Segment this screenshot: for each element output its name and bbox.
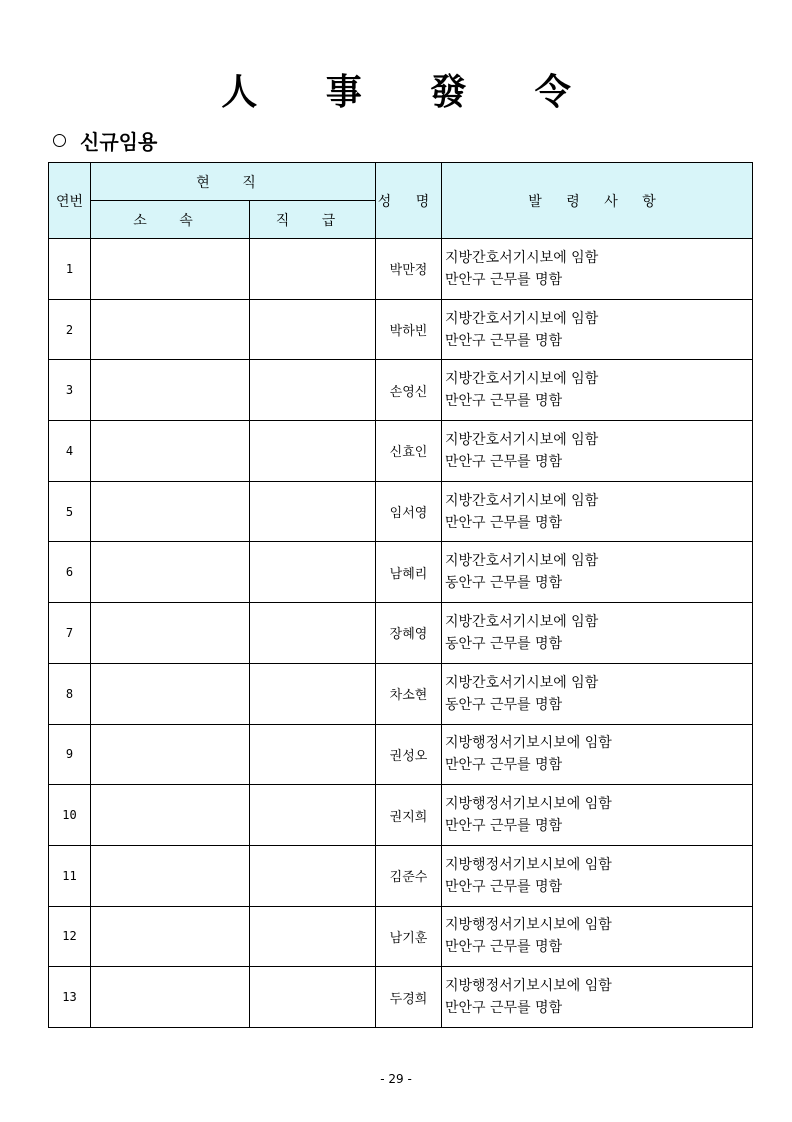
table-row [49, 906, 753, 967]
row-number: 1 [49, 239, 91, 300]
row-number: 2 [49, 299, 91, 360]
order-line-appointment: 지방행정서기보시보에 임함 [445, 856, 612, 873]
row-rank [250, 239, 376, 300]
row-affiliation [91, 724, 250, 785]
table-row [49, 239, 753, 300]
order-line-appointment: 지방간호서기시보에 임함 [445, 431, 599, 448]
table-row [49, 299, 753, 360]
order-line-assignment: 만안구 근무를 명함 [445, 393, 563, 410]
order-line-appointment: 지방행정서기보시보에 임함 [445, 917, 612, 934]
order-line-appointment: 지방간호서기시보에 임함 [445, 553, 599, 570]
row-name: 신효인 [376, 421, 442, 482]
order-line-appointment: 지방간호서기시보에 임함 [445, 492, 599, 509]
row-rank [250, 421, 376, 482]
row-rank [250, 785, 376, 846]
order-line-appointment: 지방행정서기보시보에 임함 [445, 735, 612, 752]
table-row [49, 724, 753, 785]
header-current-position: 현 직 [91, 163, 376, 201]
row-number: 4 [49, 421, 91, 482]
order-line-appointment: 지방간호서기시보에 임함 [445, 249, 599, 266]
row-name: 장혜영 [376, 603, 442, 664]
table-body [49, 239, 753, 1028]
personnel-order-table [48, 162, 753, 1028]
row-affiliation [91, 603, 250, 664]
row-name: 임서영 [376, 481, 442, 542]
row-rank [250, 603, 376, 664]
row-name: 박만정 [376, 239, 442, 300]
table-row [49, 360, 753, 421]
row-rank [250, 299, 376, 360]
row-name: 권지희 [376, 785, 442, 846]
row-rank [250, 481, 376, 542]
row-name: 두경희 [376, 967, 442, 1028]
order-line-assignment: 만안구 근무를 명함 [445, 271, 563, 288]
row-rank [250, 663, 376, 724]
row-number: 3 [49, 360, 91, 421]
section-title: 신규임용 [80, 129, 158, 154]
row-name: 남혜리 [376, 542, 442, 603]
table-row [49, 845, 753, 906]
table-row [49, 481, 753, 542]
row-number: 10 [49, 785, 91, 846]
header-order: 발 령 사 항 [442, 163, 753, 239]
order-line-assignment: 만안구 근무를 명함 [445, 1000, 563, 1017]
order-line-assignment: 만안구 근무를 명함 [445, 757, 563, 774]
header-rank: 직 급 [250, 201, 376, 239]
row-affiliation [91, 845, 250, 906]
row-order [442, 724, 753, 785]
row-name: 박하빈 [376, 299, 442, 360]
order-line-appointment: 지방간호서기시보에 임함 [445, 371, 599, 388]
order-line-assignment: 동안구 근무를 명함 [445, 575, 563, 592]
row-name: 차소현 [376, 663, 442, 724]
row-number: 5 [49, 481, 91, 542]
order-line-assignment: 만안구 근무를 명함 [445, 514, 563, 531]
row-affiliation [91, 906, 250, 967]
table-row [49, 542, 753, 603]
row-order [442, 906, 753, 967]
table-row [49, 663, 753, 724]
row-affiliation [91, 785, 250, 846]
row-order [442, 603, 753, 664]
row-affiliation [91, 967, 250, 1028]
row-order [442, 542, 753, 603]
order-line-assignment: 만안구 근무를 명함 [445, 939, 563, 956]
table-row [49, 603, 753, 664]
circle-bullet-icon [53, 134, 66, 147]
row-number: 12 [49, 906, 91, 967]
section-heading [53, 125, 157, 155]
table-row [49, 967, 753, 1028]
row-rank [250, 360, 376, 421]
table-row [49, 785, 753, 846]
row-number: 13 [49, 967, 91, 1028]
row-order [442, 360, 753, 421]
order-line-appointment: 지방간호서기시보에 임함 [445, 613, 599, 630]
row-name: 남기훈 [376, 906, 442, 967]
document-title: 人 事 發 令 [221, 71, 599, 113]
row-order [442, 845, 753, 906]
page-number: - 29 - [380, 1072, 412, 1086]
header-number: 연번 [49, 163, 91, 239]
order-line-appointment: 지방행정서기보시보에 임함 [445, 796, 612, 813]
row-rank [250, 845, 376, 906]
row-rank [250, 967, 376, 1028]
row-affiliation [91, 481, 250, 542]
order-line-assignment: 만안구 근무를 명함 [445, 453, 563, 470]
header-affiliation: 소 속 [91, 201, 250, 239]
order-line-assignment: 동안구 근무를 명함 [445, 635, 563, 652]
row-name: 김준수 [376, 845, 442, 906]
row-rank [250, 724, 376, 785]
row-number: 6 [49, 542, 91, 603]
row-order [442, 239, 753, 300]
row-order [442, 481, 753, 542]
row-number: 11 [49, 845, 91, 906]
row-order [442, 421, 753, 482]
row-affiliation [91, 421, 250, 482]
order-line-appointment: 지방간호서기시보에 임함 [445, 310, 599, 327]
row-affiliation [91, 360, 250, 421]
row-rank [250, 906, 376, 967]
row-name: 권성오 [376, 724, 442, 785]
row-number: 7 [49, 603, 91, 664]
row-order [442, 785, 753, 846]
row-number: 8 [49, 663, 91, 724]
table-row [49, 421, 753, 482]
row-affiliation [91, 542, 250, 603]
row-rank [250, 542, 376, 603]
row-order [442, 299, 753, 360]
order-line-assignment: 만안구 근무를 명함 [445, 332, 563, 349]
row-order [442, 967, 753, 1028]
row-affiliation [91, 299, 250, 360]
order-line-appointment: 지방간호서기시보에 임함 [445, 674, 599, 691]
order-line-appointment: 지방행정서기보시보에 임함 [445, 978, 612, 995]
row-affiliation [91, 239, 250, 300]
row-order [442, 663, 753, 724]
row-affiliation [91, 663, 250, 724]
order-line-assignment: 만안구 근무를 명함 [445, 818, 563, 835]
header-name: 성 명 [376, 163, 442, 239]
order-line-assignment: 동안구 근무를 명함 [445, 696, 563, 713]
order-line-assignment: 만안구 근무를 명함 [445, 878, 563, 895]
row-name: 손영신 [376, 360, 442, 421]
row-number: 9 [49, 724, 91, 785]
